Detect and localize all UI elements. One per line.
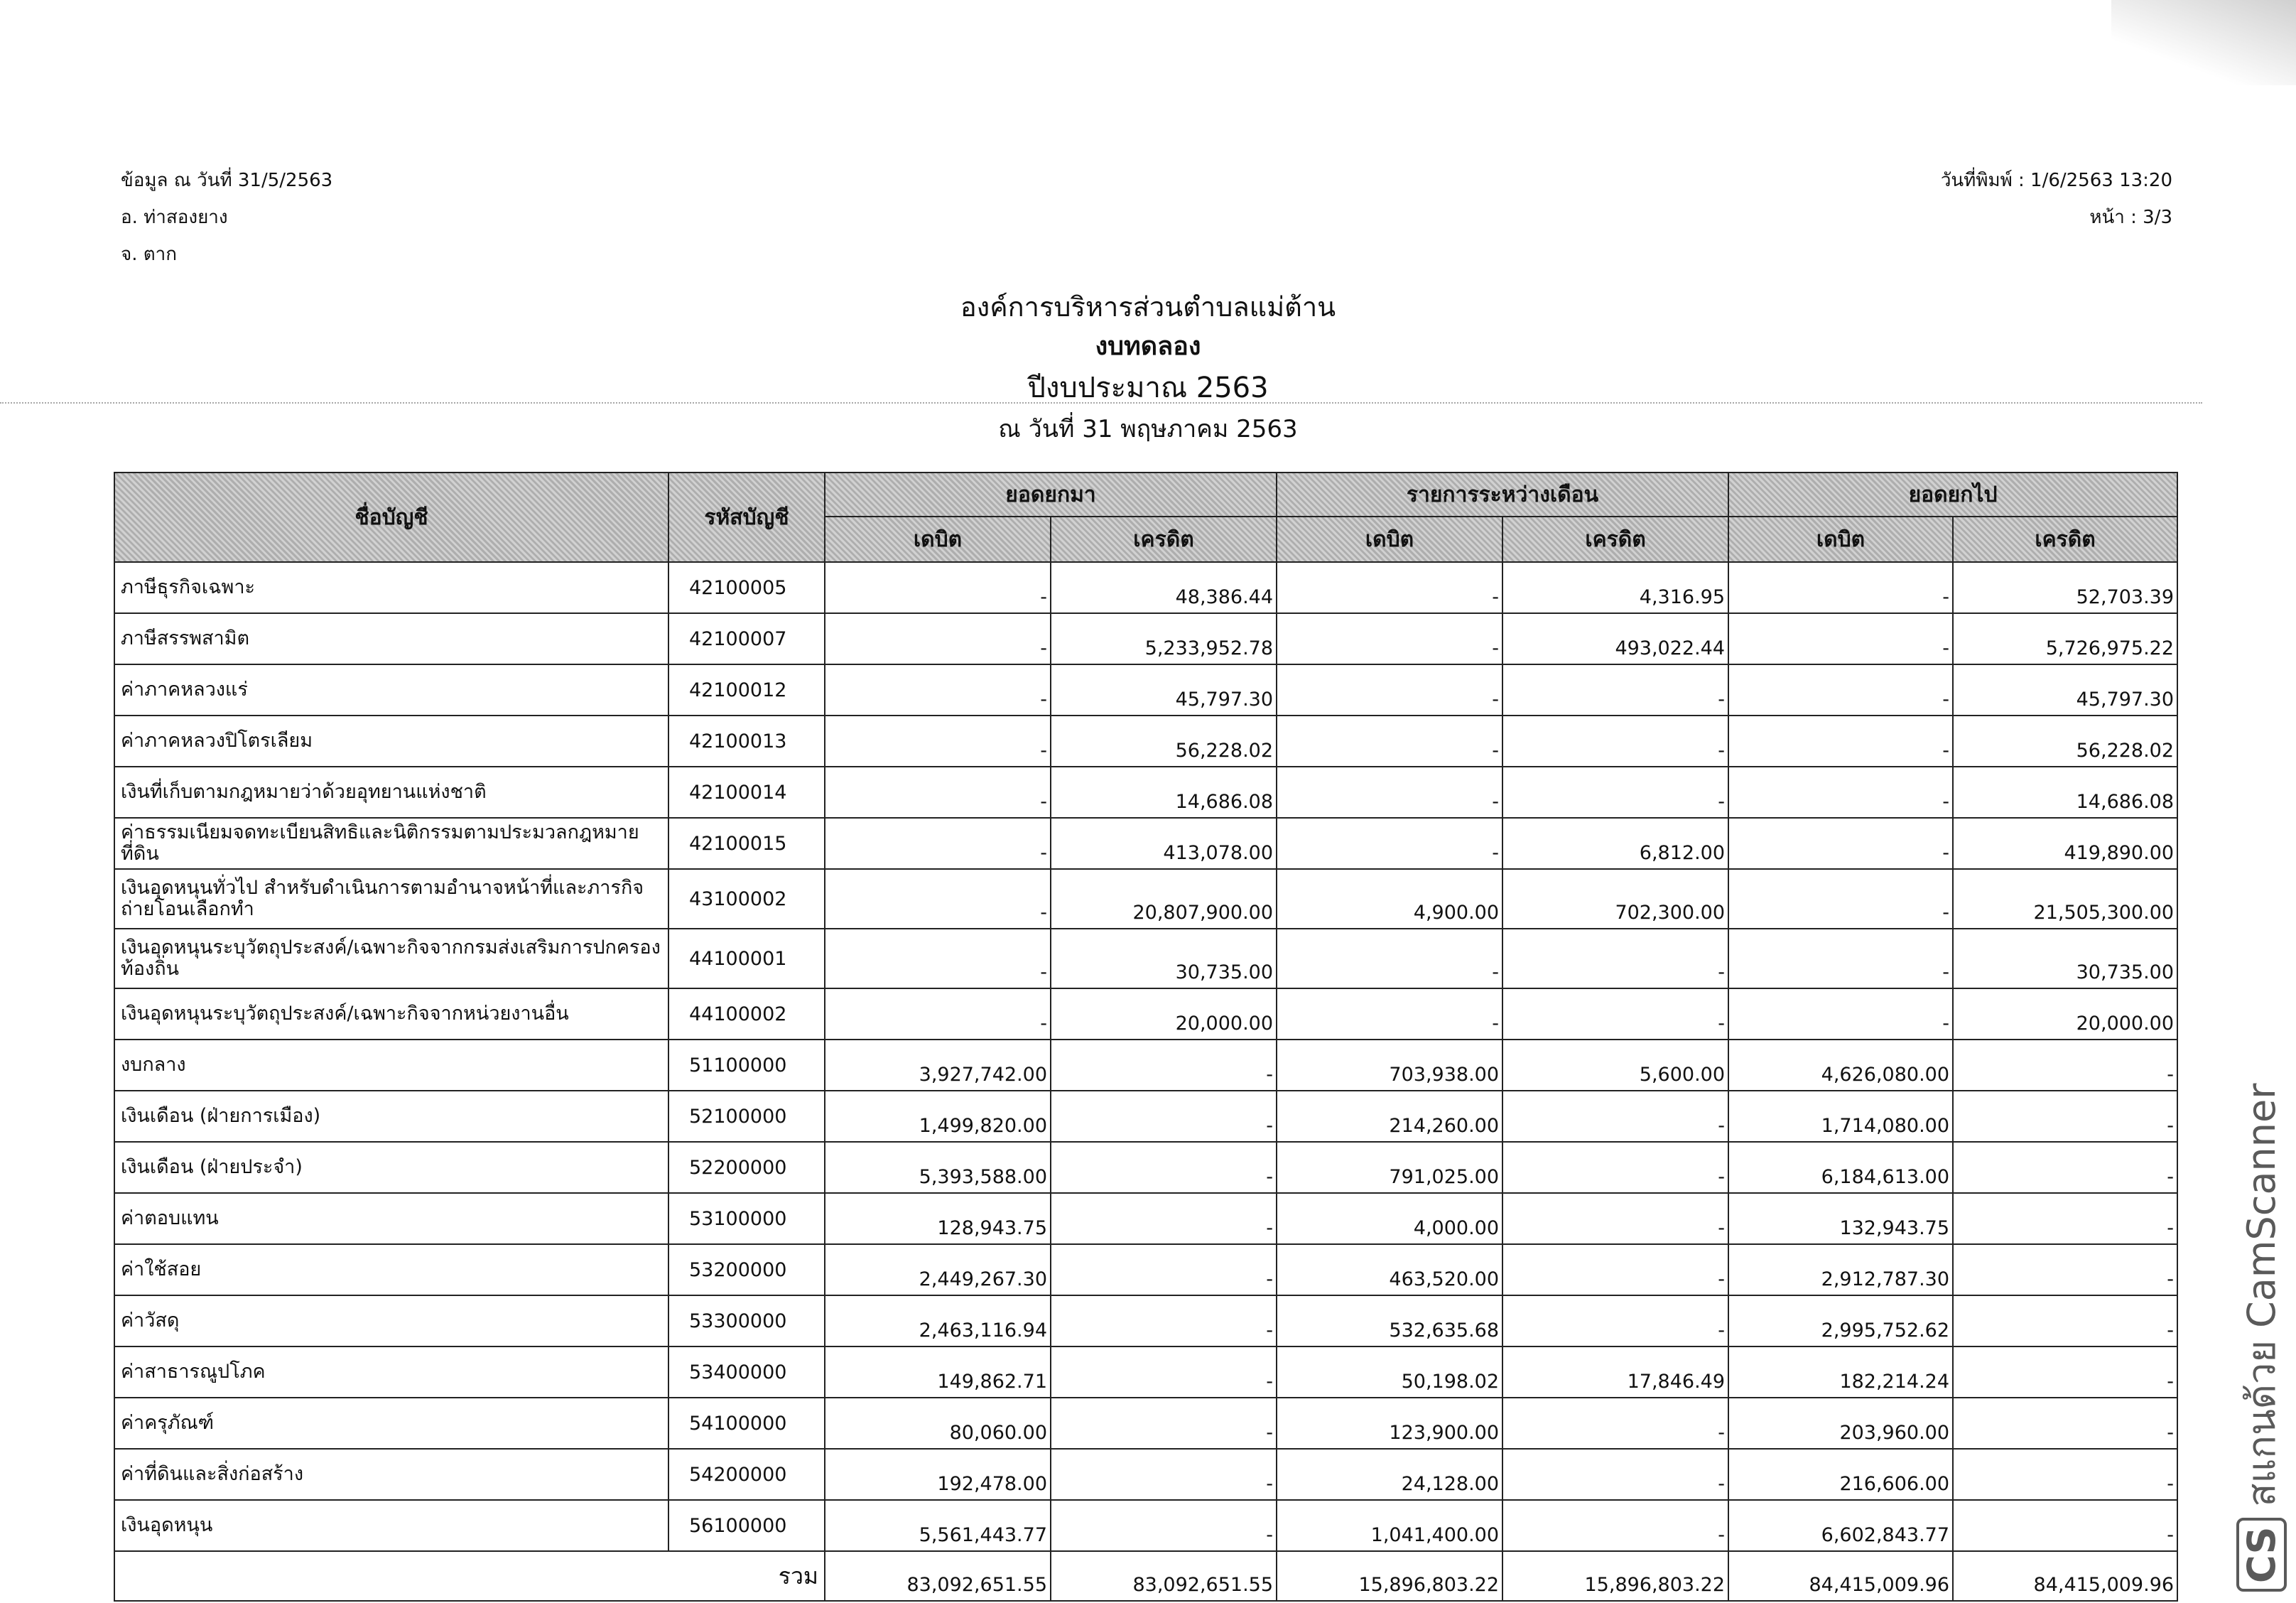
cell-account-code: 53100000 <box>668 1193 825 1244</box>
cell-month-debit: 50,198.02 <box>1277 1346 1502 1398</box>
col-group-carried-forward: ยอดยกไป <box>1728 473 2177 517</box>
col-month-credit: เครดิต <box>1502 517 1728 562</box>
cell-month-credit: - <box>1502 1142 1728 1193</box>
col-group-during-month: รายการระหว่างเดือน <box>1277 473 1728 517</box>
cell-cf-credit: - <box>1953 1500 2177 1551</box>
cell-month-debit: 123,900.00 <box>1277 1398 1502 1449</box>
cell-bf-debit: 149,862.71 <box>825 1346 1051 1398</box>
cell-cf-credit: 45,797.30 <box>1953 664 2177 716</box>
table-row <box>114 1040 2177 1091</box>
cell-month-debit: - <box>1277 929 1502 988</box>
cell-bf-debit: 5,561,443.77 <box>825 1500 1051 1551</box>
cell-cf-credit: - <box>1953 1040 2177 1091</box>
cell-bf-credit: - <box>1051 1193 1277 1244</box>
cell-cf-debit: 4,626,080.00 <box>1728 1040 1953 1091</box>
table-row <box>114 929 2177 988</box>
cell-month-credit: 702,300.00 <box>1502 869 1728 929</box>
header-left <box>121 162 332 273</box>
table-row <box>114 1346 2177 1398</box>
cell-bf-debit: 2,449,267.30 <box>825 1244 1051 1295</box>
cell-account-name: ภาษีธุรกิจเฉพาะ <box>114 562 668 613</box>
cell-cf-debit: - <box>1728 818 1953 869</box>
cell-account-name: ค่าใช้สอย <box>114 1244 668 1295</box>
cell-account-name: เงินเดือน (ฝ่ายประจำ) <box>114 1142 668 1193</box>
cell-cf-debit: 216,606.00 <box>1728 1449 1953 1500</box>
cell-account-code: 44100002 <box>668 988 825 1040</box>
cell-bf-debit: - <box>825 929 1051 988</box>
cell-bf-credit: 5,233,952.78 <box>1051 613 1277 664</box>
camscanner-text: สแกนด้วย CamScanner <box>2239 1083 2284 1507</box>
table-row <box>114 1244 2177 1295</box>
cell-account-name: เงินอุดหนุน <box>114 1500 668 1551</box>
cell-account-name: เงินอุดหนุนทั่วไป สำหรับดำเนินการตามอำนาจหน้าที่และภารกิจถ่ายโอนเลือกทำ <box>114 869 668 929</box>
cell-cf-debit: 203,960.00 <box>1728 1398 1953 1449</box>
organization-title: องค์การบริหารส่วนตำบลแม่ต้าน <box>960 291 1336 323</box>
cell-month-credit: 5,600.00 <box>1502 1040 1728 1091</box>
cell-account-code: 42100005 <box>668 562 825 613</box>
cell-cf-credit: - <box>1953 1398 2177 1449</box>
cell-bf-debit: 192,478.00 <box>825 1449 1051 1500</box>
cell-month-debit: - <box>1277 988 1502 1040</box>
cell-account-code: 42100015 <box>668 818 825 869</box>
cell-bf-debit: - <box>825 664 1051 716</box>
total-cf-debit: 84,415,009.96 <box>1728 1551 1953 1601</box>
cell-account-code: 42100012 <box>668 664 825 716</box>
cell-bf-credit: - <box>1051 1398 1277 1449</box>
cell-bf-debit: - <box>825 613 1051 664</box>
cell-account-name: ค่าภาคหลวงปิโตรเลียม <box>114 716 668 767</box>
cell-cf-credit: - <box>1953 1295 2177 1346</box>
province: จ. ตาก <box>121 244 177 265</box>
cell-month-credit: 6,812.00 <box>1502 818 1728 869</box>
cell-bf-debit: 5,393,588.00 <box>825 1142 1051 1193</box>
table-row <box>114 1449 2177 1500</box>
table-row <box>114 869 2177 929</box>
cell-month-debit: - <box>1277 818 1502 869</box>
table-row <box>114 1295 2177 1346</box>
col-bf-debit: เดบิต <box>825 517 1051 562</box>
cell-account-name: ค่าที่ดินและสิ่งก่อสร้าง <box>114 1449 668 1500</box>
print-date: วันที่พิมพ์ : 1/6/2563 13:20 <box>1940 170 2172 191</box>
cell-bf-credit: 56,228.02 <box>1051 716 1277 767</box>
cell-cf-debit: 132,943.75 <box>1728 1193 1953 1244</box>
cell-account-code: 54100000 <box>668 1398 825 1449</box>
cell-cf-credit: 52,703.39 <box>1953 562 2177 613</box>
cell-cf-credit: 56,228.02 <box>1953 716 2177 767</box>
report-titles <box>0 287 2296 449</box>
table-row <box>114 1091 2177 1142</box>
cell-month-debit: 791,025.00 <box>1277 1142 1502 1193</box>
cell-month-credit: - <box>1502 988 1728 1040</box>
cell-bf-credit: - <box>1051 1295 1277 1346</box>
header-row-1 <box>114 473 2177 517</box>
cell-bf-debit: 80,060.00 <box>825 1398 1051 1449</box>
cell-month-credit: - <box>1502 1449 1728 1500</box>
cell-month-debit: - <box>1277 562 1502 613</box>
total-cf-credit: 84,415,009.96 <box>1953 1551 2177 1601</box>
cell-month-credit: - <box>1502 664 1728 716</box>
cell-month-credit: - <box>1502 1193 1728 1244</box>
col-account-name: ชื่อบัญชี <box>114 473 668 562</box>
cell-cf-debit: - <box>1728 562 1953 613</box>
cell-cf-credit: - <box>1953 1449 2177 1500</box>
cell-account-code: 53200000 <box>668 1244 825 1295</box>
table-row <box>114 1142 2177 1193</box>
cell-account-code: 56100000 <box>668 1500 825 1551</box>
cell-bf-debit: - <box>825 767 1051 818</box>
cell-cf-debit: - <box>1728 767 1953 818</box>
cell-cf-credit: 21,505,300.00 <box>1953 869 2177 929</box>
cell-account-name: เงินเดือน (ฝ่ายการเมือง) <box>114 1091 668 1142</box>
cell-month-debit: 4,000.00 <box>1277 1193 1502 1244</box>
cell-bf-debit: 2,463,116.94 <box>825 1295 1051 1346</box>
cell-account-code: 42100013 <box>668 716 825 767</box>
cell-account-code: 43100002 <box>668 869 825 929</box>
cell-cf-credit: - <box>1953 1346 2177 1398</box>
cell-cf-debit: - <box>1728 716 1953 767</box>
cell-cf-debit: 6,184,613.00 <box>1728 1142 1953 1193</box>
cell-month-credit: - <box>1502 1244 1728 1295</box>
cell-account-name: ค่าครุภัณฑ์ <box>114 1398 668 1449</box>
cell-cf-debit: 182,214.24 <box>1728 1346 1953 1398</box>
cell-month-credit: 4,316.95 <box>1502 562 1728 613</box>
cell-bf-credit: 14,686.08 <box>1051 767 1277 818</box>
table-row <box>114 716 2177 767</box>
total-label: รวม <box>114 1551 825 1601</box>
table-row <box>114 1398 2177 1449</box>
cell-bf-credit: - <box>1051 1244 1277 1295</box>
cell-account-name: ค่าสาธารณูปโภค <box>114 1346 668 1398</box>
cell-account-name: งบกลาง <box>114 1040 668 1091</box>
cell-month-debit: - <box>1277 716 1502 767</box>
cell-account-name: เงินที่เก็บตามกฎหมายว่าด้วยอุทยานแห่งชาติ <box>114 767 668 818</box>
cell-bf-debit: - <box>825 562 1051 613</box>
cell-month-debit: 214,260.00 <box>1277 1091 1502 1142</box>
cell-month-credit: - <box>1502 1295 1728 1346</box>
cell-bf-debit: - <box>825 988 1051 1040</box>
cell-month-credit: - <box>1502 716 1728 767</box>
cell-month-credit: - <box>1502 1091 1728 1142</box>
cell-month-debit: 4,900.00 <box>1277 869 1502 929</box>
as-of-date: ณ วันที่ 31 พฤษภาคม 2563 <box>998 415 1298 443</box>
total-bf-credit: 83,092,651.55 <box>1051 1551 1277 1601</box>
table-row <box>114 988 2177 1040</box>
total-row <box>114 1551 2177 1601</box>
cell-bf-debit: 128,943.75 <box>825 1193 1051 1244</box>
cell-cf-debit: - <box>1728 869 1953 929</box>
table-row <box>114 1500 2177 1551</box>
cell-month-credit: - <box>1502 929 1728 988</box>
cell-bf-credit: 48,386.44 <box>1051 562 1277 613</box>
table-row <box>114 664 2177 716</box>
scan-artifact-line <box>0 402 2202 404</box>
cell-month-debit: 24,128.00 <box>1277 1449 1502 1500</box>
cell-cf-debit: 1,714,080.00 <box>1728 1091 1953 1142</box>
cell-bf-debit: - <box>825 716 1051 767</box>
cell-account-code: 52100000 <box>668 1091 825 1142</box>
cell-month-credit: - <box>1502 767 1728 818</box>
col-group-brought-forward: ยอดยกมา <box>825 473 1277 517</box>
cell-account-name: ค่าวัสดุ <box>114 1295 668 1346</box>
cell-month-debit: 463,520.00 <box>1277 1244 1502 1295</box>
cell-month-debit: 1,041,400.00 <box>1277 1500 1502 1551</box>
cell-bf-credit: - <box>1051 1449 1277 1500</box>
cell-cf-debit: 2,912,787.30 <box>1728 1244 1953 1295</box>
cell-month-credit: 17,846.49 <box>1502 1346 1728 1398</box>
cell-cf-credit: - <box>1953 1244 2177 1295</box>
cell-cf-credit: 5,726,975.22 <box>1953 613 2177 664</box>
fiscal-year: ปีงบประมาณ 2563 <box>1027 372 1269 404</box>
district: อ. ท่าสองยาง <box>121 207 228 228</box>
cell-account-name: ค่าธรรมเนียมจดทะเบียนสิทธิและนิติกรรมตามประมวลกฎหมายที่ดิน <box>114 818 668 869</box>
total-month-credit: 15,896,803.22 <box>1502 1551 1728 1601</box>
cell-bf-credit: - <box>1051 1142 1277 1193</box>
camscanner-watermark <box>2231 1084 2292 1592</box>
col-month-debit: เดบิต <box>1277 517 1502 562</box>
total-bf-debit: 83,092,651.55 <box>825 1551 1051 1601</box>
cell-bf-credit: - <box>1051 1346 1277 1398</box>
cell-month-debit: 703,938.00 <box>1277 1040 1502 1091</box>
table-row <box>114 562 2177 613</box>
cell-account-code: 51100000 <box>668 1040 825 1091</box>
cell-month-credit: - <box>1502 1398 1728 1449</box>
cell-account-code: 52200000 <box>668 1142 825 1193</box>
cell-account-name: ภาษีสรรพสามิต <box>114 613 668 664</box>
cell-cf-credit: - <box>1953 1142 2177 1193</box>
scan-edge-shadow <box>2111 0 2296 85</box>
cell-bf-debit: 3,927,742.00 <box>825 1040 1051 1091</box>
cell-account-code: 53300000 <box>668 1295 825 1346</box>
col-account-code: รหัสบัญชี <box>668 473 825 562</box>
col-bf-credit: เครดิต <box>1051 517 1277 562</box>
cell-month-credit: 493,022.44 <box>1502 613 1728 664</box>
cell-account-name: ค่าภาคหลวงแร่ <box>114 664 668 716</box>
cell-cf-credit: 419,890.00 <box>1953 818 2177 869</box>
cell-account-name: เงินอุดหนุนระบุวัตถุประสงค์/เฉพาะกิจจากหน่วยงานอื่น <box>114 988 668 1040</box>
table-row <box>114 818 2177 869</box>
report-title: งบทดลอง <box>1095 332 1201 361</box>
cell-bf-debit: 1,499,820.00 <box>825 1091 1051 1142</box>
page-number: หน้า : 3/3 <box>2089 207 2172 228</box>
cell-month-debit: - <box>1277 613 1502 664</box>
cell-cf-debit: 6,602,843.77 <box>1728 1500 1953 1551</box>
data-date: ข้อมูล ณ วันที่ 31/5/2563 <box>121 170 333 191</box>
cell-account-code: 42100014 <box>668 767 825 818</box>
cell-bf-debit: - <box>825 869 1051 929</box>
table-row <box>114 613 2177 664</box>
table-body <box>114 562 2177 1551</box>
cell-cf-debit: - <box>1728 613 1953 664</box>
cell-account-code: 44100001 <box>668 929 825 988</box>
cell-bf-credit: 413,078.00 <box>1051 818 1277 869</box>
col-cf-credit: เครดิต <box>1953 517 2177 562</box>
cell-bf-credit: 20,000.00 <box>1051 988 1277 1040</box>
col-cf-debit: เดบิต <box>1728 517 1953 562</box>
total-month-debit: 15,896,803.22 <box>1277 1551 1502 1601</box>
cell-bf-credit: - <box>1051 1500 1277 1551</box>
cell-account-code: 54200000 <box>668 1449 825 1500</box>
cell-cf-credit: - <box>1953 1193 2177 1244</box>
table-row <box>114 767 2177 818</box>
cell-account-code: 53400000 <box>668 1346 825 1398</box>
cell-cf-credit: 30,735.00 <box>1953 929 2177 988</box>
trial-balance-table <box>114 472 2178 1602</box>
cell-month-debit: - <box>1277 664 1502 716</box>
table-row <box>114 1193 2177 1244</box>
cell-account-name: เงินอุดหนุนระบุวัตถุประสงค์/เฉพาะกิจจากกรมส่งเสริมการปกครองท้องถิ่น <box>114 929 668 988</box>
cell-cf-debit: - <box>1728 929 1953 988</box>
cell-bf-credit: - <box>1051 1091 1277 1142</box>
cell-bf-credit: 30,735.00 <box>1051 929 1277 988</box>
cell-account-code: 42100007 <box>668 613 825 664</box>
cell-cf-debit: - <box>1728 988 1953 1040</box>
camscanner-logo-icon: CS <box>2236 1518 2287 1592</box>
cell-bf-credit: 45,797.30 <box>1051 664 1277 716</box>
cell-cf-credit: 14,686.08 <box>1953 767 2177 818</box>
cell-cf-debit: - <box>1728 664 1953 716</box>
cell-cf-credit: 20,000.00 <box>1953 988 2177 1040</box>
cell-bf-credit: - <box>1051 1040 1277 1091</box>
cell-cf-debit: 2,995,752.62 <box>1728 1295 1953 1346</box>
cell-bf-debit: - <box>825 818 1051 869</box>
cell-month-credit: - <box>1502 1500 1728 1551</box>
cell-cf-credit: - <box>1953 1091 2177 1142</box>
cell-month-debit: 532,635.68 <box>1277 1295 1502 1346</box>
cell-bf-credit: 20,807,900.00 <box>1051 869 1277 929</box>
header-right <box>1941 162 2172 236</box>
cell-account-name: ค่าตอบแทน <box>114 1193 668 1244</box>
cell-month-debit: - <box>1277 767 1502 818</box>
